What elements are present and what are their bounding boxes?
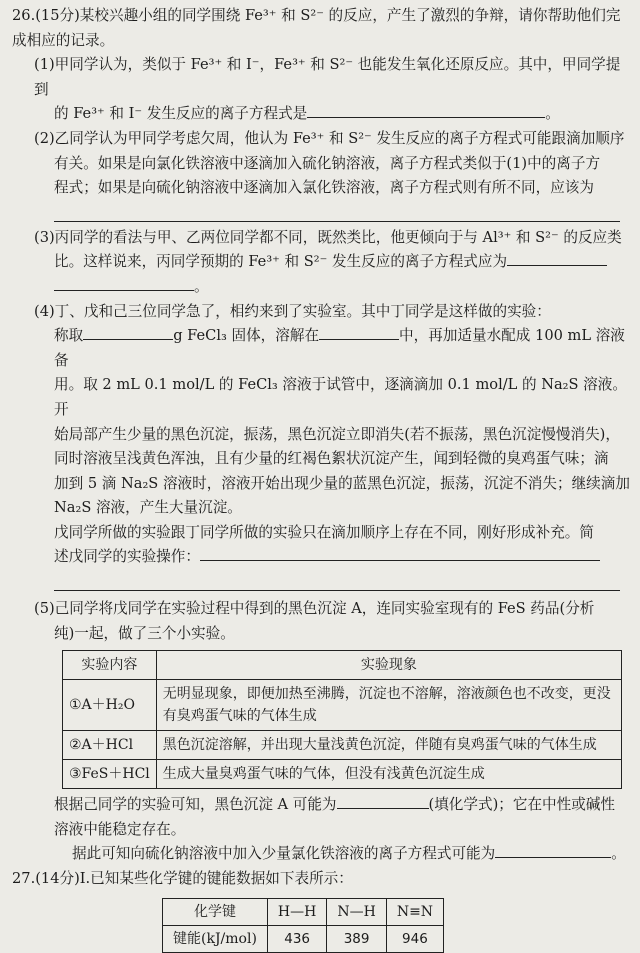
bond-table-cell: N—H: [327, 898, 386, 925]
answer-blank-1[interactable]: [307, 103, 545, 118]
q26-part4-line5: 加到 5 滴 Na₂S 溶液时，溶液开始出现少量的蓝黑色沉淀，振荡，沉淀不消失；继续滴加: [54, 474, 630, 492]
q26-part3-line2-text: 比。这样说来，丙同学预期的 Fe³⁺ 和 S²⁻ 发生反应的离子方程式应为: [54, 253, 508, 271]
q26-after-line1-b: (填化学式)；它在中性或碱性: [428, 796, 616, 814]
experiment-table-header-phenomenon: 实验现象: [156, 651, 621, 680]
q26-after-line3-text: 据此可知向硫化钠溶液中加入少量氯化铁溶液的离子方程式可能为: [72, 845, 496, 863]
answer-blank-3a[interactable]: [507, 251, 607, 266]
q27-header-text: Ⅰ.已知某些化学键的键能数据如下表所示：: [79, 870, 353, 888]
answer-blank-4a[interactable]: [200, 546, 600, 561]
q26-part4-line7: 戊同学所做的实验跟丁同学所做的实验只在滴加顺序上存在不同，刚好形成补充。简: [54, 523, 594, 541]
q26-part2-line1: (2)乙同学认为甲同学考虑欠周，他认为 Fe³⁺ 和 S²⁻ 发生反应的离子方程式可能跟滴加顺序: [34, 129, 625, 147]
bond-table-cell: 键能(kJ/mol): [163, 925, 268, 952]
q26-part4-line1-a: 称取: [54, 327, 84, 345]
experiment-content: ①A＋H₂O: [63, 680, 157, 731]
q26-part4-line1-b: g FeCl₃ 固体，溶解在: [173, 327, 320, 345]
experiment-content: ②A＋HCl: [63, 731, 157, 760]
q26-part3-line2: [12, 250, 630, 275]
bond-table-cell: 化学键: [163, 898, 268, 925]
bond-table-row: [163, 898, 444, 925]
bond-table-cell: N≡N: [386, 898, 443, 925]
q26-part4-line6: Na₂S 溶液，产生大量沉淀。: [54, 499, 242, 517]
bond-table-cell: 436: [267, 925, 326, 952]
q26-header-text: 某校兴趣小组的同学围绕 Fe³⁺ 和 S²⁻ 的反应，产生了激烈的争辩，请你帮助他们完成相应的记录。: [12, 7, 621, 49]
bond-energy-table: [162, 898, 444, 953]
q26-part1-line1: (1)甲同学认为，类似于 Fe³⁺ 和 I⁻，Fe³⁺ 和 S²⁻ 也能发生氧化还原反应。其中，甲同学提到: [34, 56, 621, 98]
experiment-table-row: [63, 731, 622, 760]
experiment-content: ③FeS＋HCl: [63, 760, 157, 789]
q26-after-line1-a: 根据己同学的实验可知，黑色沉淀 A 可能为: [54, 796, 337, 814]
q26-part5-line2: 纯)一起，做了三个小实验。: [54, 624, 235, 642]
answer-blank-5[interactable]: [495, 843, 611, 858]
q26-part4-line1: [12, 324, 630, 373]
q26-after-line1: [12, 793, 630, 818]
q26-part2-line2: 有关。如果是向氯化铁溶液中逐滴加入硫化钠溶液，离子方程式类似于(1)中的离子方: [54, 154, 601, 172]
q26-part2-line3: 程式；如果是向硫化钠溶液中逐滴加入氯化铁溶液，离子方程式则有所不同，应该为: [54, 179, 594, 197]
q27-header: [12, 867, 630, 892]
q26-part1-line2-text: 的 Fe³⁺ 和 I⁻ 发生反应的离子方程式是: [54, 105, 308, 123]
q26-part3-line3: 。: [12, 275, 630, 300]
experiment-table-header: [63, 651, 622, 680]
q26-after-line2: 溶液中能稳定存在。: [54, 820, 186, 838]
q26-part4-line8-text: 述戊同学的实验操作：: [54, 548, 200, 566]
q26-part4-line1-c: 中，再加适量水配成 100 mL 溶液备: [54, 327, 625, 369]
experiment-table-header-content: 实验内容: [63, 651, 157, 680]
q27-points: (14分): [35, 870, 80, 888]
answer-blank-formula[interactable]: [337, 794, 429, 809]
answer-blank-solvent[interactable]: [319, 325, 399, 340]
q26-part4-line8: [12, 545, 630, 570]
bond-table-cell: H—H: [267, 898, 326, 925]
experiment-phenomenon: 黑色沉淀溶解，并出现大量浅黄色沉淀，伴随有臭鸡蛋气味的气体生成: [156, 731, 621, 760]
q26-part4-intro: (4)丁、戊和己三位同学急了，相约来到了实验室。其中丁同学是这样做的实验：: [34, 302, 551, 320]
q26-part5-line1: (5)己同学将戊同学在实验过程中得到的黑色沉淀 A，连同实验室现有的 FeS 药品(分析: [34, 600, 595, 618]
q26-part3-line1: (3)丙同学的看法与甲、乙两位同学都不同，既然类比，他更倾向于与 Al³⁺ 和 S²⁻ 的反应类: [34, 228, 622, 246]
q26-header: [12, 4, 630, 53]
q26-part4-line3: 始局部产生少量的黑色沉淀，振荡，黑色沉淀立即消失(若不振荡，黑色沉淀慢慢消失)，: [54, 425, 620, 443]
answer-blank-3b[interactable]: [54, 276, 194, 291]
q26-part1-line2: 的 Fe³⁺ 和 I⁻ 发生反应的离子方程式是 。: [54, 105, 560, 123]
q26-part4-line4: 同时溶液呈浅黄色浑浊，且有少量的红褐色絮状沉淀产生，闻到轻微的臭鸡蛋气味；滴: [54, 450, 609, 468]
experiment-phenomenon: 生成大量臭鸡蛋气味的气体，但没有浅黄色沉淀生成: [156, 760, 621, 789]
experiment-phenomenon: 无明显现象，即便加热至沸腾，沉淀也不溶解，溶液颜色也不改变，更没有臭鸡蛋气味的气体生成: [156, 680, 621, 731]
bond-table-cell: 946: [386, 925, 443, 952]
bond-table-row: [163, 925, 444, 952]
q26-points: (15分): [35, 7, 80, 24]
answer-blank-mass[interactable]: [83, 325, 173, 340]
q26-after-line3: 据此可知向硫化钠溶液中加入少量氯化铁溶液的离子方程式可能为 。: [72, 845, 626, 863]
q26-number: 26.: [12, 7, 36, 24]
bond-table-cell: 389: [327, 925, 386, 952]
answer-blank-2[interactable]: [54, 201, 620, 222]
q26-part4-line2: 用。取 2 mL 0.1 mol/L 的 FeCl₃ 溶液于试管中，逐滴滴加 0.1 mol/L 的 Na₂S 溶液。开: [54, 376, 627, 418]
q27-number: 27.: [12, 870, 36, 888]
experiment-table-row: [63, 760, 622, 789]
experiment-table-row: [63, 680, 622, 731]
experiment-table: [62, 650, 622, 789]
answer-blank-4b[interactable]: [54, 570, 620, 591]
